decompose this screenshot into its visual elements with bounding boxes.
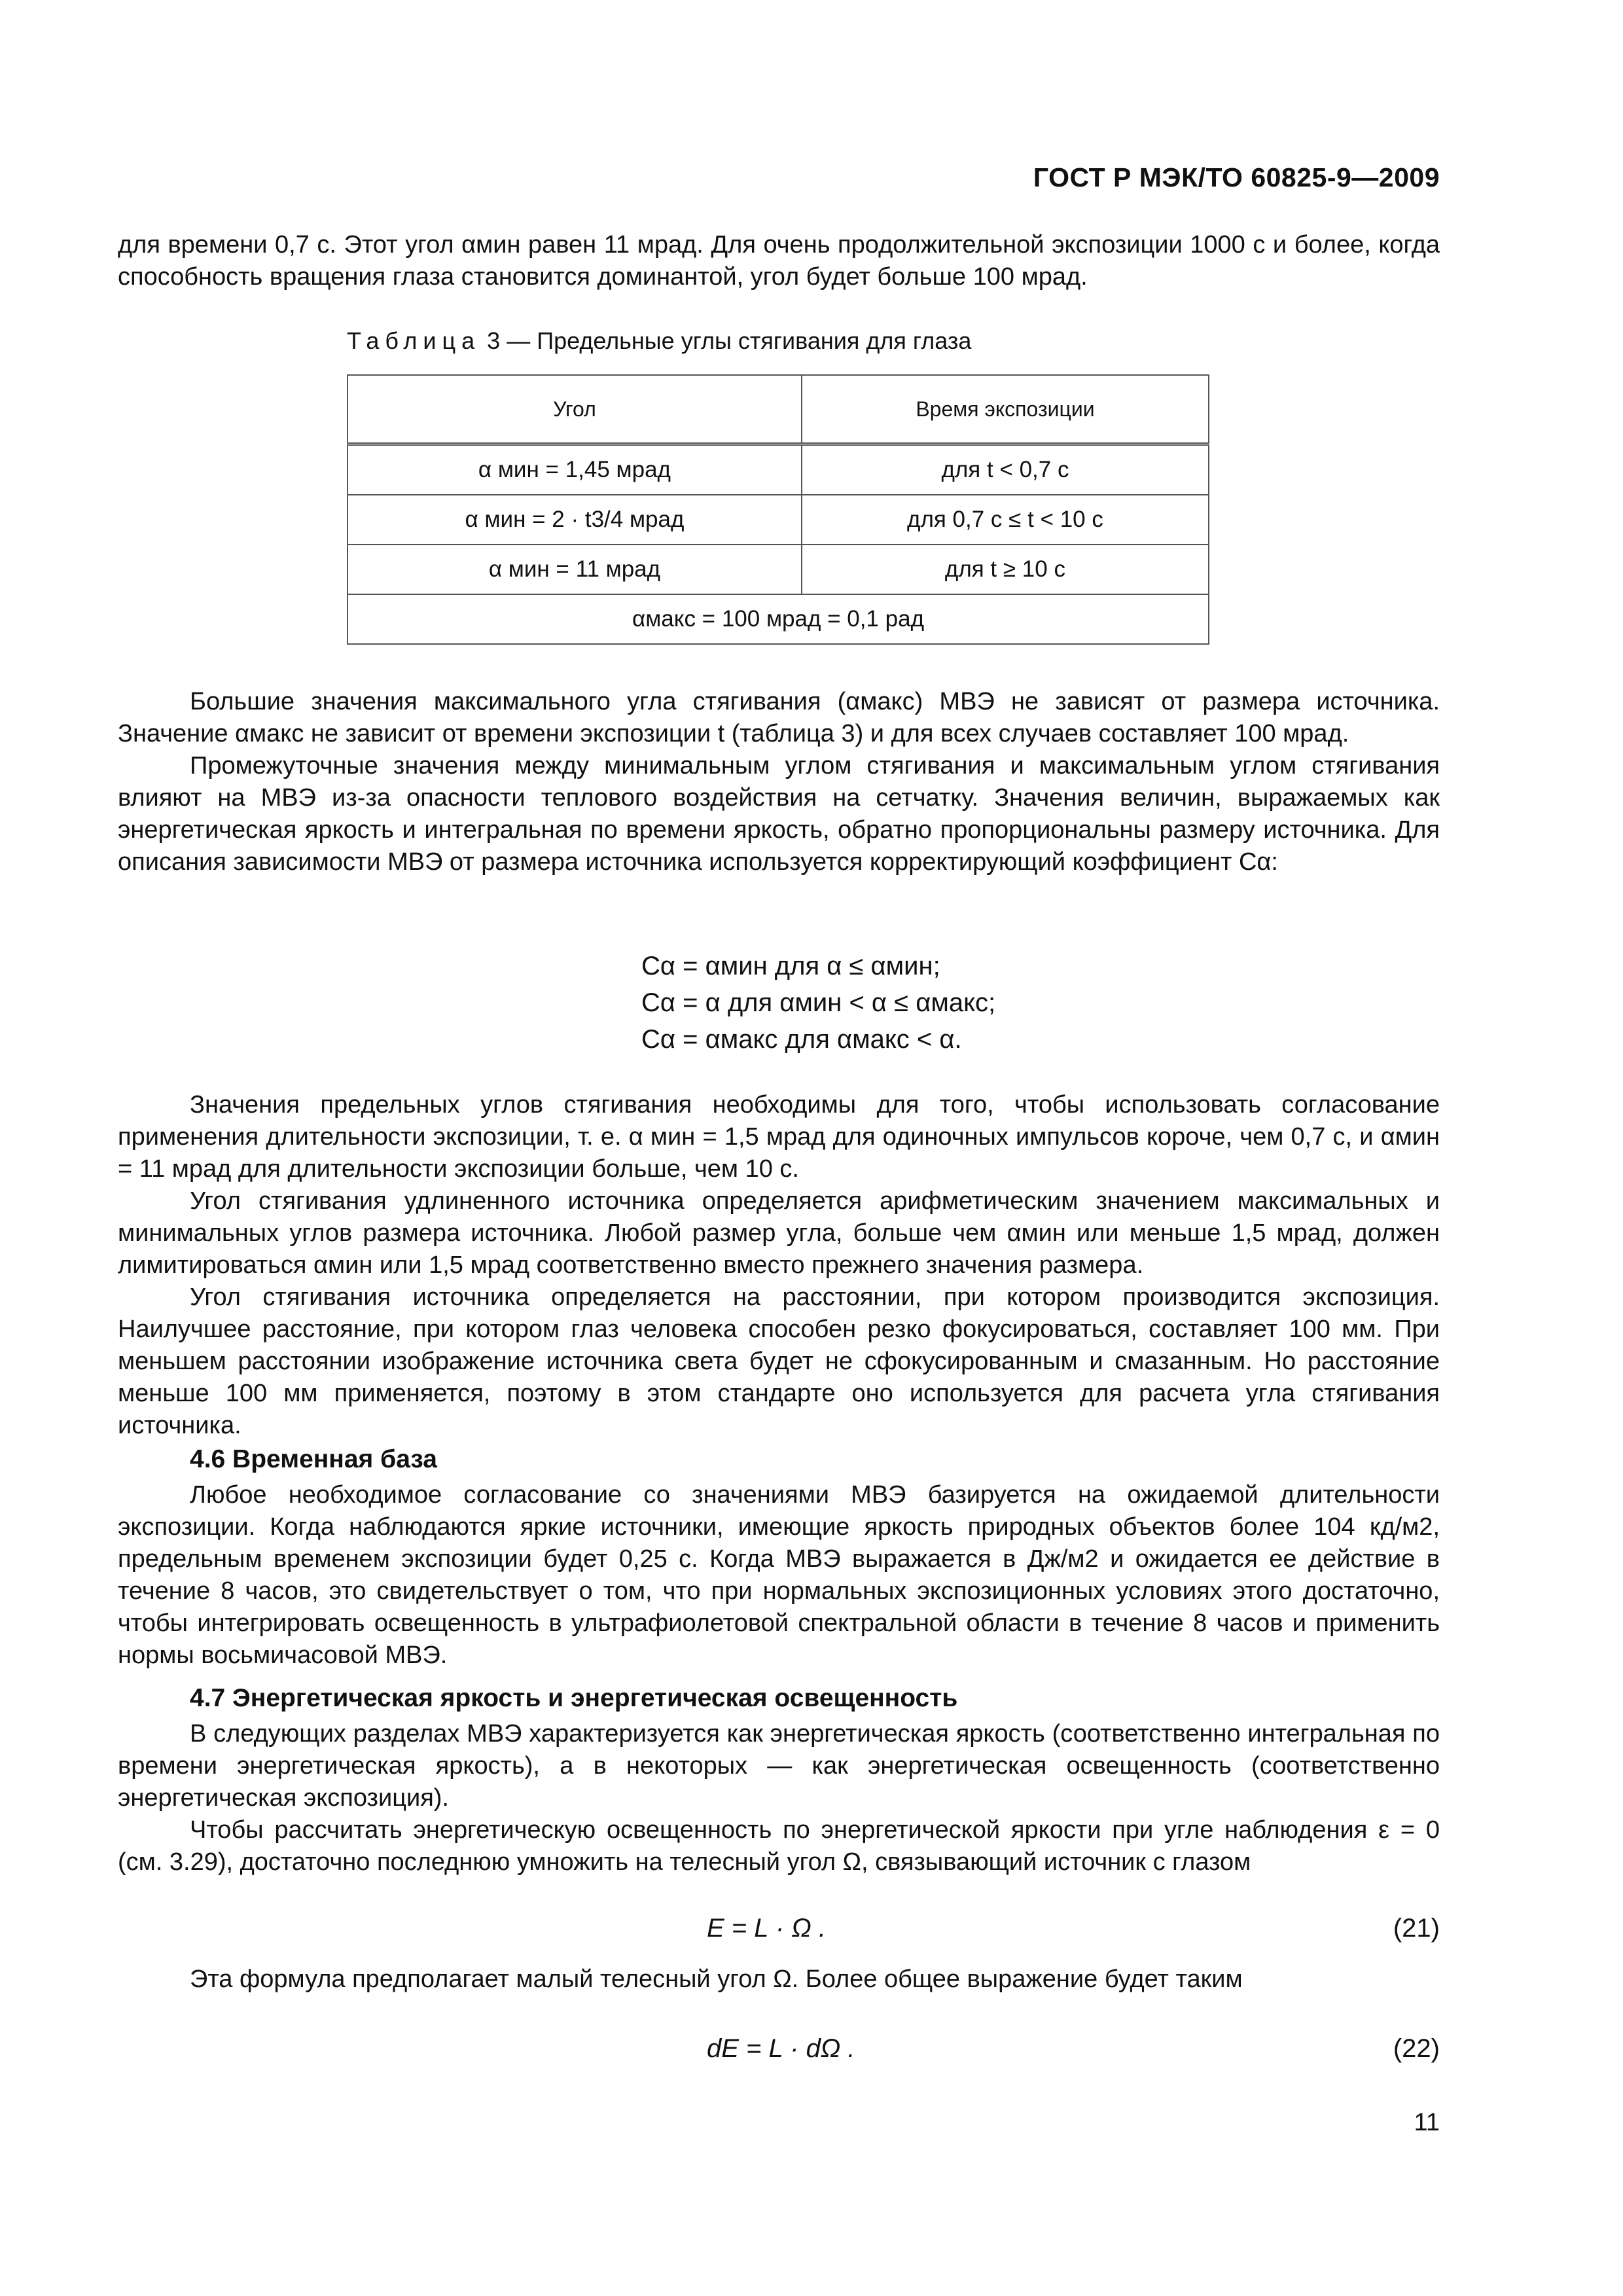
paragraph: Угол стягивания источника определяется на расстоянии, при котором производится экспозиция. Наилучшее расстояние, при котором глаз человека способен резко фокусироваться, составляет 100 мм. При меньшем расстоянии изображение источника света будет не сфокусированным и смазанным. Но расстояние меньше 100 мм применяется, поэтому в этом стандарте оно используется для расчета угла стягивания источника.: [118, 1283, 1440, 1439]
limit-angles-table: [347, 374, 1209, 645]
table-row: α мин = 2 · t3/4 мрад для 0,7 с ≤ t < 10 с: [348, 495, 1209, 545]
intro-paragraph: для времени 0,7 с. Этот угол αмин равен 11 мрад. Для очень продолжительной экспозиции 1000 с и более, когда способность вращения глаза становится доминантой, угол будет больше 100 мрад.: [118, 231, 1440, 291]
paragraph: Любое необходимое согласование со значениями МВЭ базируется на ожидаемой длительности экспозиции. Когда наблюдаются яркие источники, имеющие яркость природных объектов более 104 кд/м2, предельным временем экспозиции будет 0,25 с. Когда МВЭ выражается в Дж/м2 и ожидается ее действие в течение 8 часов, это свидетельствует о том, что при нормальных экспозиционных условиях этого достаточно, чтобы интегрировать освещенность в ультрафиолетовой спектральной области в течение 8 часов и применить нормы восьмичасовой МВЭ.: [118, 1481, 1440, 1669]
table-row: α мин = 11 мрад для t ≥ 10 с: [348, 545, 1209, 594]
correction-factor-formulas: [641, 948, 995, 1058]
paragraph: Чтобы рассчитать энергетическую освещенность по энергетической яркости при угле наблюдения ε = 0 (см. 3.29), достаточно последнюю умножить на телесный угол Ω, связывающий источник с глазом: [118, 1816, 1440, 1876]
table-caption: Таблица 3 — Предельные углы стягивания для глаза: [347, 327, 972, 354]
col-angle-header: Угол: [348, 375, 802, 444]
equation-number: (22): [1393, 2034, 1440, 2063]
paragraph: В следующих разделах МВЭ характеризуется как энергетическая яркость (соответственно интегральная по времени энергетическая яркость), а в некоторых — как энергетическая освещенность (соответственно энергетическая экспозиция).: [118, 1720, 1440, 1812]
formula-line: Cα = αмакс для αмакс < α.: [641, 1025, 962, 1054]
paragraph: Угол стягивания удлиненного источника определяется арифметическим значением максимальных и минимальных углов размера источника. Любой размер угла, больше чем αмин или меньше 1,5 мрад, должен лимитироваться αмин или 1,5 мрад соответственно вместо прежнего значения размера.: [118, 1187, 1440, 1279]
document-header: ГОСТ Р МЭК/ТО 60825-9—2009: [1033, 162, 1440, 192]
paragraph-formula-note: Эта формула предполагает малый телесный угол Ω. Более общее выражение будет таким: [190, 1965, 1243, 1993]
equation-number: (21): [1393, 1914, 1440, 1943]
table-footer-row: αмакс = 100 мрад = 0,1 рад: [348, 594, 1209, 644]
page-number: 11: [1414, 2109, 1440, 2136]
paragraphs-block-1: [118, 686, 1440, 878]
equation-expression: E = L · Ω .: [707, 1914, 826, 1943]
table-row: α мин = 1,45 мрад для t < 0,7 с: [348, 444, 1209, 495]
formula-line: Cα = αмин для α ≤ αмин;: [641, 952, 940, 980]
paragraph: Большие значения максимального угла стягивания (αмакс) МВЭ не зависят от размера источника. Значение αмакс не зависит от времени экспозиции t (таблица 3) и для всех случаев составляет 100 мрад.: [118, 688, 1440, 747]
formula-line: Cα = α для αмин < α ≤ αмакс;: [641, 988, 996, 1017]
paragraph: Значения предельных углов стягивания необходимы для того, чтобы использовать согласование применения длительности экспозиции, т. е. α мин = 1,5 мрад для одиночных импульсов короче, чем 0,7 с, и αмин = 11 мрад для длительности экспозиции больше, чем 10 с.: [118, 1091, 1440, 1183]
col-time-header: Время экспозиции: [802, 375, 1209, 444]
paragraph: Промежуточные значения между минимальным углом стягивания и максимальным углом стягивания влияют на МВЭ из-за опасности теплового воздействия на сетчатку. Значения величин, выражаемых как энергетическая яркость и интегральная по времени яркость, обратно пропорциональны размеру источника. Для описания зависимости МВЭ от размера источника используется корректирующий коэффициент Cα:: [118, 752, 1440, 876]
section-title: 4.7 Энергетическая яркость и энергетическая освещенность: [190, 1684, 958, 1712]
table-header-row: [348, 375, 1209, 444]
paragraphs-block-2: [118, 1089, 1440, 1442]
section-4-7: [118, 1682, 1440, 1878]
equation-expression: dE = L · dΩ .: [707, 2034, 855, 2063]
section-4-6: [118, 1443, 1440, 1672]
document-page: [118, 0, 1440, 2296]
section-title: 4.6 Временная база: [190, 1445, 437, 1473]
